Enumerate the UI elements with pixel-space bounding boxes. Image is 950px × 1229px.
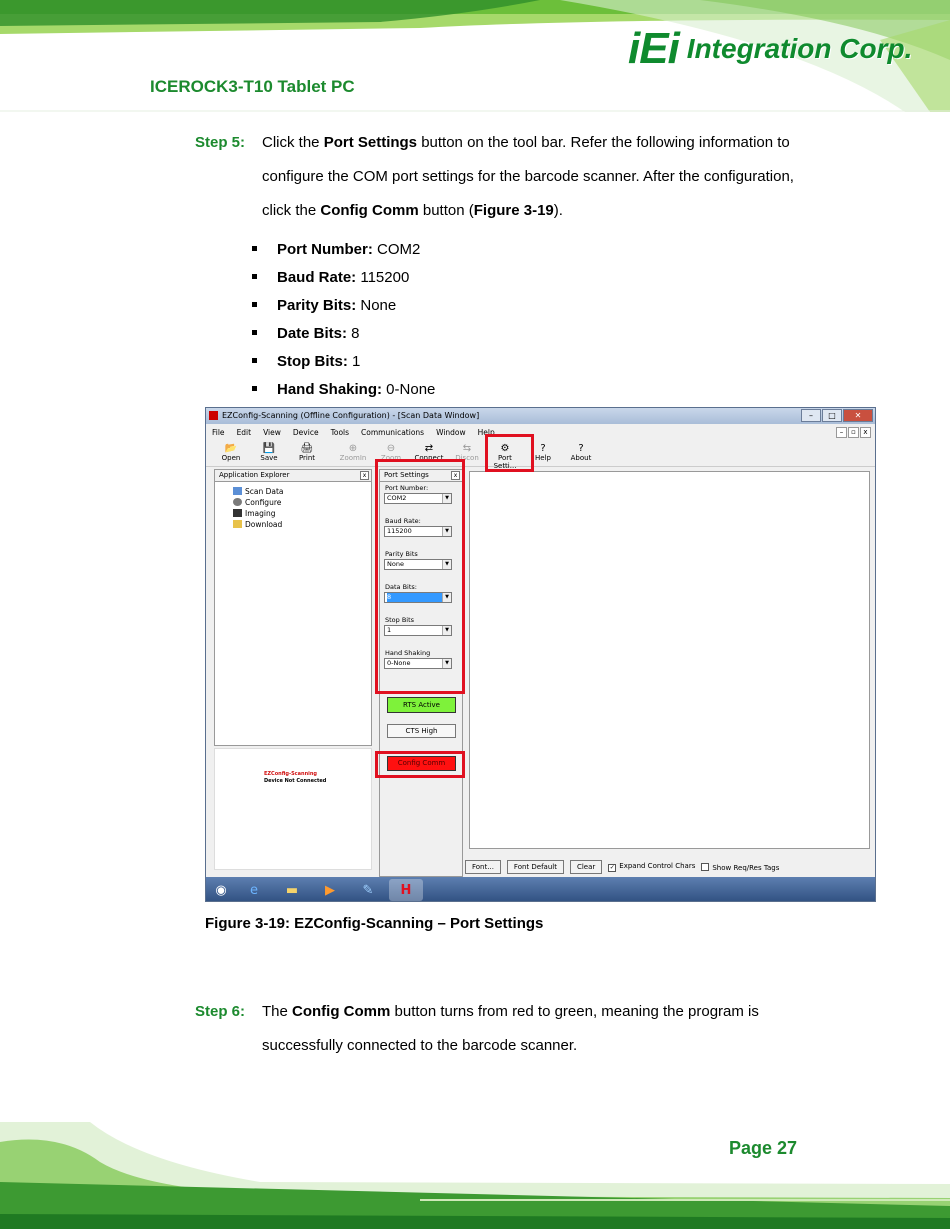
baud-rate-label: Baud Rate: [385,517,421,525]
footer-decoration [0,1122,950,1229]
port-settings-close-button[interactable]: x [451,471,460,480]
highlight-port-settings-button [485,434,534,472]
highlight-port-settings-panel [375,459,465,694]
print-icon: 🖨 [300,443,314,454]
status-pane [214,748,372,870]
expand-control-chars-checkbox[interactable] [608,862,695,872]
bullet-icon [252,274,257,279]
bullet-label: Port Number: [277,241,373,258]
bullet-icon [252,246,257,251]
doc-title: ICEROCK3-T10 Tablet PC [150,77,355,96]
step5-line1 [262,134,790,151]
stop-bits-value: 1 [387,626,392,634]
port-number-value: COM2 [387,494,407,502]
tree-item-imaging[interactable] [225,508,371,519]
footer-band [0,1122,950,1229]
show-req-res-tags-label: Show Req/Res Tags [712,863,780,872]
bullet-icon [252,386,257,391]
app-icon [209,411,218,420]
status-app-name: EZConfig-Scanning [264,771,317,777]
bullet-item [252,381,435,398]
bullet-label: Stop Bits: [277,353,348,370]
step6-text: button turns from red to green, meaning the program is [390,1003,759,1020]
bullet-item [252,325,360,342]
media-icon[interactable]: ▶ [325,882,335,898]
ezconfig-screenshot [205,407,876,902]
bullet-value: 1 [347,353,361,370]
download-icon [233,520,242,528]
hand-shaking-value: 0-None [387,659,411,667]
about-button[interactable] [562,441,600,467]
print-button[interactable] [288,441,326,467]
parity-bits-value: None [387,560,404,568]
step5-text: click the [262,202,321,219]
folder-icon[interactable]: ▬ [285,882,299,898]
step5-line2: configure the COM port settings for the barcode scanner. After the configuration, [262,168,794,185]
connect-label: Connect [414,454,444,462]
show-req-res-tags-checkbox[interactable] [701,863,779,872]
tree-item-download[interactable] [225,519,371,530]
print-label: Print [298,454,316,462]
connection-status [264,771,326,785]
bullet-label: Hand Shaking: [277,381,383,398]
tree-item-label: Configure [245,498,282,507]
checkbox-checked-icon: ✓ [609,864,615,871]
explorer-close-button[interactable]: x [360,471,369,480]
start-orb-icon[interactable]: ◉ [215,882,227,898]
bullet-icon [252,358,257,363]
maximize-button[interactable]: □ [822,409,842,422]
step5-text: button on the tool bar. Refer the following information to [417,134,790,151]
step6-label: Step 6: [195,1003,246,1020]
chevron-down-icon: ▼ [442,560,451,569]
data-bits-value: 8 [387,593,442,602]
config-comm-button[interactable]: Config Comm [387,756,456,771]
configure-icon [233,498,242,506]
close-button[interactable]: ✕ [843,409,873,422]
menu-tools[interactable]: Tools [330,428,350,437]
page-number: Page 27 [729,1138,798,1158]
menu-bar [206,426,875,440]
mdi-minimize-button[interactable]: – [836,427,847,438]
tree-item-label: Scan Data [245,487,284,496]
clear-button[interactable]: Clear [570,860,602,874]
disconnect-icon: ⇆ [462,443,472,454]
toolbar [206,441,875,470]
menu-view[interactable]: View [263,428,281,437]
chevron-down-icon: ▼ [442,593,451,602]
checkbox-unchecked-icon [701,863,709,871]
save-button[interactable] [250,441,288,467]
explorer-header [215,470,371,482]
explorer-tree [215,482,371,530]
bullet-label: Baud Rate: [277,269,357,286]
zoomin-button[interactable] [334,441,372,467]
paint-icon[interactable]: ✎ [362,882,374,898]
figure-caption: Figure 3-19: EZConfig-Scanning – Port Settings [205,915,544,932]
zoom-in-icon: ⊕ [348,443,358,454]
step5-text: ). [553,202,563,219]
ie-icon[interactable]: e [250,882,258,898]
bullet-item [252,297,396,314]
cts-high-indicator: CTS High [387,724,456,738]
scan-data-icon [233,487,242,495]
chevron-down-icon: ▼ [442,659,451,668]
menu-window[interactable]: Window [436,428,466,437]
help-icon: ? [540,443,546,454]
port-number-label: Port Number: [385,484,429,492]
data-bits-label: Data Bits: [385,583,417,591]
mdi-controls [836,427,871,438]
stop-bits-label: Stop Bits [385,616,415,624]
step6-line1 [262,1003,759,1020]
step5-bold: Port Settings [323,134,418,151]
menu-communications[interactable]: Communications [361,428,425,437]
bullet-item [252,353,360,370]
bullet-value: COM2 [372,241,421,258]
imaging-icon [233,509,242,517]
chevron-down-icon: ▼ [442,527,451,536]
port-settings-label: Port Setti... [493,454,517,470]
step5-label: Step 5: [195,134,246,151]
step5-line3 [262,202,563,219]
help-label: Help [535,454,551,462]
minimize-button[interactable]: – [801,409,821,422]
port-settings-title: Port Settings [384,471,429,479]
chevron-down-icon: ▼ [442,494,451,503]
bullet-icon [252,302,257,307]
tree-item-scan-data[interactable] [225,486,371,497]
parity-bits-label: Parity Bits [385,550,418,558]
ezconfig-icon[interactable]: H [389,879,423,901]
window-title: EZConfig-Scanning (Offline Configuration) - [Scan Data Window] [222,411,480,420]
step5-text: Click the [262,134,324,151]
expand-control-chars-label: Expand Control Chars [619,862,696,870]
font-default-button[interactable]: Font Default [507,860,564,874]
bullet-icon [252,330,257,335]
windows-taskbar [206,877,875,902]
bullet-value: 0-None [382,381,436,398]
bullet-item [252,269,409,286]
mdi-close-button[interactable]: x [860,427,871,438]
about-label: About [570,454,592,462]
step6-line2: successfully connected to the barcode scanner. [262,1037,578,1054]
company-logo [628,26,912,72]
status-device-text: Device Not Connected [264,778,327,784]
zoomin-label: ZoomIn [339,454,367,462]
bullet-value: 8 [347,325,360,342]
tree-item-label: Imaging [245,509,276,518]
explorer-title: Application Explorer [219,471,290,479]
bullet-value: 115200 [356,269,410,286]
save-label: Save [260,454,278,462]
step5-text: button ( [418,202,474,219]
rts-active-button[interactable]: RTS Active [387,697,456,713]
zoom-out-icon: ⊖ [386,443,396,454]
disconnect-label: Discon [455,454,479,462]
step5-bold: Config Comm [320,202,419,219]
baud-rate-value: 115200 [387,527,412,535]
font-button[interactable]: Font... [465,860,501,874]
bullet-value: None [356,297,397,314]
connect-icon: ⇄ [424,443,434,454]
step6-text: The [262,1003,293,1020]
mdi-restore-button[interactable]: ▫ [848,427,859,438]
highlight-config-comm-button [375,751,465,778]
zoomout-label: Zoom [380,454,402,462]
toolbar-spacer [326,441,334,466]
tree-item-label: Download [245,520,283,529]
menu-device[interactable]: Device [292,428,319,437]
menu-help[interactable]: Help [477,428,495,437]
window-titlebar [206,408,875,424]
bullet-label: Parity Bits: [277,297,357,314]
hand-shaking-label: Hand Shaking [385,649,431,657]
open-icon: 📂 [224,443,238,454]
window-controls [801,409,873,422]
bullet-label: Date Bits: [277,325,348,342]
chevron-down-icon: ▼ [442,626,451,635]
port-settings-icon: ⚙ [500,443,510,454]
logo-name: Integration Corp. [686,33,913,64]
step6-bold: Config Comm [292,1003,391,1020]
menu-file[interactable]: File [212,428,225,437]
about-icon: ? [578,443,584,454]
menu-edit[interactable]: Edit [236,428,252,437]
open-button[interactable] [212,441,250,467]
application-explorer [214,469,372,746]
tree-item-configure[interactable] [225,497,371,508]
scan-data-window[interactable] [469,471,870,849]
logo-mark: iEi [628,24,679,73]
bullet-item [252,241,420,258]
scan-data-controls [465,860,779,874]
figure-ref: Figure 3-19 [473,202,554,219]
save-icon: 💾 [262,443,276,454]
open-label: Open [221,454,241,462]
